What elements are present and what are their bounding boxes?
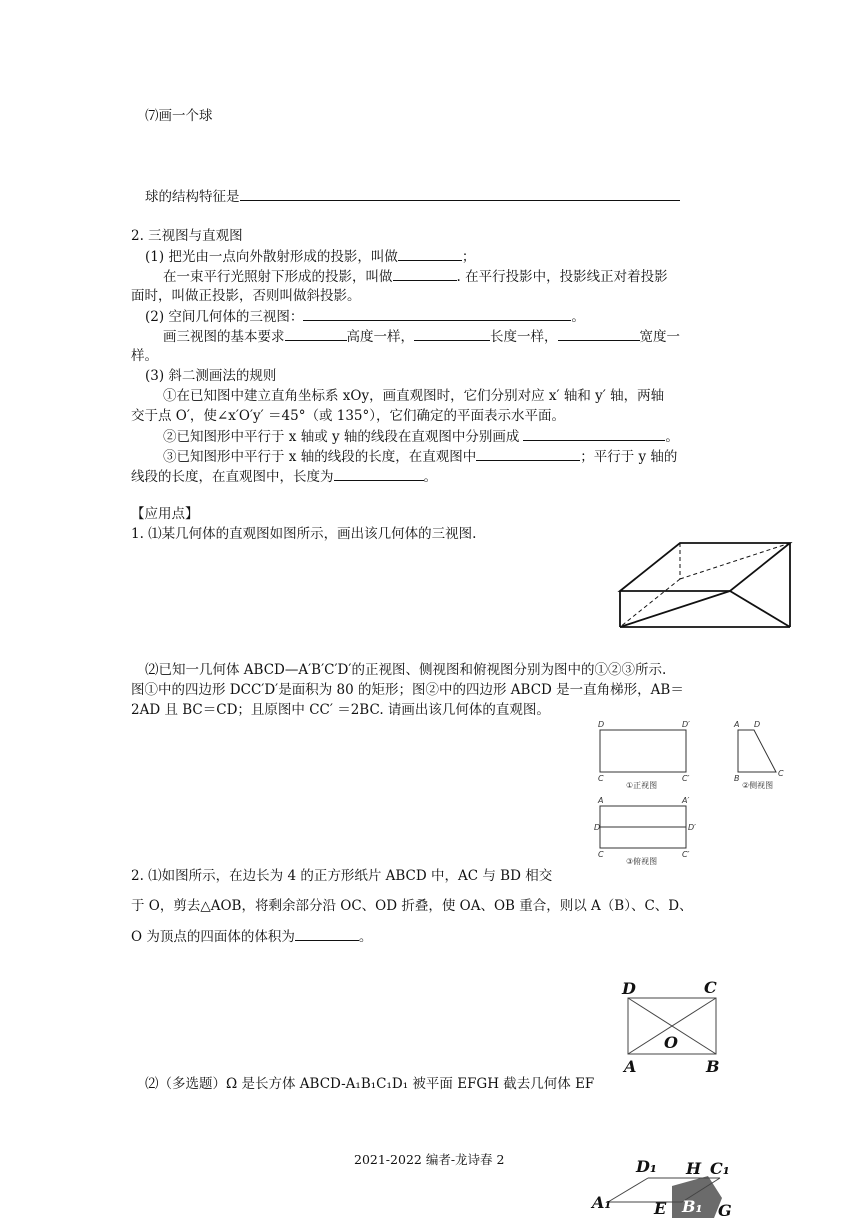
square-figure	[618, 976, 730, 1076]
cuboid-label-b1: B₁	[682, 1197, 703, 1216]
q1-1-text: 1. ⑴某几何体的直观图如图所示，画出该几何体的三视图.	[131, 526, 477, 542]
p1-b-text: 在一束平行光照射下形成的投影，叫做	[163, 269, 393, 285]
front-label-c-prime: C′	[682, 774, 690, 783]
p2-line-c: 样。	[131, 348, 158, 364]
top-label-d: D	[594, 823, 601, 832]
q2-1a-text: 2. ⑴如图所示，在边长为 4 的正方形纸片 ABCD 中，AC 与 BD 相交	[131, 868, 553, 884]
p3-line-d	[163, 426, 679, 447]
square-label-b: B	[706, 1057, 720, 1076]
prism-figure	[610, 535, 796, 631]
prism-top-face	[620, 543, 790, 591]
item7-text: ⑺画一个球	[145, 108, 213, 124]
square-label-o: O	[664, 1033, 678, 1052]
three-views-figure	[590, 718, 790, 866]
p2-b-blank3	[558, 326, 640, 341]
p2-line-b	[163, 326, 680, 347]
p3-line-c: 交于点 O′，使∠x′O′y′ ＝45°（或 135°），它们确定的平面表示水平面。	[131, 408, 566, 424]
p1-a-text: (1) 把光由一点向外散射形成的投影，叫做	[145, 249, 398, 265]
side-label-a: A	[734, 720, 740, 729]
p3-e-text: ③已知图形中平行于 x 轴的线段的长度，在直观图中	[163, 449, 477, 465]
top-label-d-prime: D′	[688, 823, 696, 832]
top-label-c: C	[598, 850, 604, 859]
front-label-d: D	[598, 720, 605, 729]
p3-line-b: ①在已知图中建立直角坐标系 xOy，画直观图时，它们分别对应 x′ 轴和 y′ 轴，两轴	[163, 388, 665, 404]
top-label-c-prime: C′	[682, 850, 690, 859]
p2-b4: 宽度一	[639, 329, 680, 345]
cuboid-label-d1: D₁	[636, 1157, 657, 1176]
ball-feature-line	[145, 186, 680, 207]
front-label-c: C	[598, 774, 604, 783]
square-label-d: D	[622, 979, 636, 998]
q2-1c-text: O 为顶点的四面体的体积为	[131, 929, 295, 945]
p3-line-a: (3) 斜二测画法的规则	[145, 368, 277, 384]
p3-f-end: 。	[423, 469, 437, 485]
p2-a-blank	[303, 306, 571, 321]
q1-2b-text: 图①中的四边形 DCC′D′是面积为 80 的矩形；图②中的四边形 ABCD 是一直角梯形，AB＝	[131, 682, 684, 698]
p3-f-text: 线段的长度，在直观图中，长度为	[131, 469, 334, 485]
front-label-d-prime: D′	[682, 720, 690, 729]
p2-b-blank2	[414, 326, 490, 341]
p2-b3: 长度一样，	[490, 329, 558, 345]
q2-1c-end: 。	[358, 929, 373, 945]
side-label-d: D	[754, 720, 761, 729]
p2-b-blank1	[285, 326, 347, 341]
q2-2-text: ⑵（多选题）Ω 是长方体 ABCD-A₁B₁C₁D₁ 被平面 EFGH 截去几何体 EF	[145, 1076, 595, 1092]
p1-line-a	[145, 246, 475, 267]
p3-d-blank	[523, 426, 665, 441]
q1-2c-text: 2AD 且 BC＝CD；且原图中 CC′ ＝2BC. 请画出该几何体的直观图。	[131, 702, 550, 718]
p3-line-f	[131, 466, 437, 487]
p1-a-blank	[398, 246, 462, 261]
cuboid-label-a1: A₁	[592, 1193, 612, 1212]
q2-1b-text: 于 O，剪去△AOB，将剩余部分沿 OC、OD 折叠，使 OA、OB 重合，则以 A（B）、C、D、	[131, 898, 693, 914]
q2-1c-blank	[295, 926, 359, 941]
q2-1c-line	[131, 926, 372, 947]
p3-e-blank	[476, 446, 580, 461]
cuboid-label-c1: C₁	[710, 1159, 730, 1178]
cuboid-figure	[590, 1152, 740, 1218]
p2-b1: 画三视图的基本要求	[163, 329, 285, 345]
p1-line-b	[163, 266, 668, 287]
top-view-caption: ③俯视图	[626, 857, 658, 866]
p3-line-e	[163, 446, 677, 467]
side-view-caption: ②侧视图	[742, 781, 774, 790]
p3-e-mid: ；平行于 y 轴的	[580, 449, 678, 465]
page-footer: 2021-2022 编者-龙诗春 2	[354, 1152, 505, 1167]
p2-line-a	[145, 306, 585, 327]
p2-b2: 高度一样，	[346, 329, 414, 345]
side-view-trapezoid	[738, 730, 776, 772]
square-label-a: A	[624, 1057, 637, 1076]
p1-b-end: . 在平行投影中，投影线正对着投影	[456, 269, 668, 285]
p3-f-blank	[334, 466, 424, 481]
p1-line-c: 面时，叫做正投影，否则叫做斜投影。	[131, 288, 361, 304]
front-view-caption: ①正视图	[626, 781, 658, 790]
side-label-c: C	[778, 769, 784, 778]
front-view-rect	[600, 730, 686, 772]
p2-a-text: (2) 空间几何体的三视图：	[145, 309, 304, 325]
p1-a-end: ；	[461, 249, 476, 265]
ball-feature-blank	[240, 186, 680, 201]
q1-2a-text: ⑵已知一几何体 ABCD—A′B′C′D′的正视图、侧视图和俯视图分别为图中的①②③所示.	[145, 662, 667, 678]
side-label-b: B	[734, 774, 740, 783]
cuboid-label-e: E	[654, 1199, 667, 1218]
cuboid-label-h: H	[686, 1159, 702, 1178]
top-label-a-prime: A′	[682, 796, 690, 805]
p3-d-text: ②已知图形中平行于 x 轴或 y 轴的线段在直观图中分别画成	[163, 429, 520, 445]
p1-b-blank	[393, 266, 457, 281]
apply-heading: 【应用点】	[131, 506, 199, 522]
cuboid-label-g: G	[718, 1201, 732, 1218]
section2-heading: 2. 三视图与直观图	[131, 228, 243, 244]
p3-d-end: 。	[665, 429, 679, 445]
p2-a-end: 。	[571, 309, 585, 325]
top-label-a: A	[598, 796, 604, 805]
square-label-c: C	[704, 978, 717, 997]
ball-feature-label: 球的结构特征是	[145, 189, 240, 205]
